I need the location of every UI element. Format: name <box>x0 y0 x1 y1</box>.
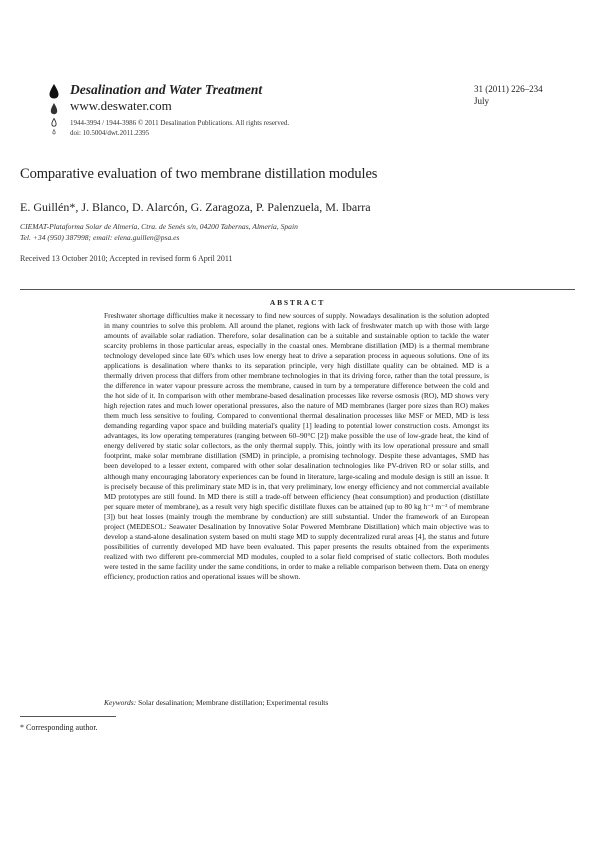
volume-pages: 31 (2011) 226–234 <box>474 84 543 94</box>
received-dates: Received 13 October 2010; Accepted in revised form 6 April 2011 <box>20 254 233 263</box>
keywords <box>104 698 489 707</box>
divider <box>20 289 575 290</box>
issue-month: July <box>474 96 490 106</box>
footnote-divider <box>20 716 116 717</box>
contact-info: Tel. +34 (950) 387998; email: elena.guillen@psa.es <box>20 233 180 242</box>
abstract-heading: ABSTRACT <box>269 298 326 307</box>
affiliation: CIEMAT-Plataforma Solar de Almería, Ctra. de Senés s/n, 04200 Tabernas, Almería, Spain <box>20 222 298 231</box>
abstract-text: Freshwater shortage difficulties make it necessary to find new sources of supply. Nowadays desalination is the solution adopted in many countries to solve this problem. All around the planet, regions with lack of freshwater match up with those with large amounts of available solar radiation. Therefore, solar desalination can be a suitable and sustainable option to tackle the water scarcity problems in those particular areas, especially in the coastal ones. Membrane distillation (MD) is a thermal membrane technology developed since late 60's which uses low energy heat to drive a separation process in aqueous solutions. One of its applications is desalination where thanks to its separation principle, very high distillate quality can be obtained. MD is a thermally driven process that differs from other membrane technologies in that its driving force, rather than the total pressure, is the difference in water vapour pressure across the membrane, caused in turn by a temperature difference between the cold and the hot side of it. In comparison with other membrane-based desalination processes like reverse osmosis (RO), MD shows very high rejection rates and much lower operational pressures, also the nature of MD membranes (larger pore sizes than RO) makes them much less sensitive to fouling. Compared to conventional thermal desalination processes like MSF or MED, MD is less demanding regarding vapor space and building material's quality [1] leading to potential lower construction costs. Amongst its advantages, its low operating temperatures (ranging between 60–90°C [2]) make possible the use of low-grade heat, the kind of energy delivered by static solar collectors, as the only thermal supply. This, jointly with its low operational pressure and small footprint, make solar membrane distillation (SMD) in principle, a promising technology. Despite these advantages, SMD has been developed to a lesser extent, compared with other solar desalination technologies like PV-driven RO or solar stills, and although many encouraging laboratory experiences can be found in literature, large-scaling and module design is still an issue. It is precisely because of this preliminary state MD is in, that very preliminary, low energy efficiency and not commercial available MD prototypes are still found. In MD there is still a trade-off between efficiency (heat consumption) and production (distillate per square meter of membrane), as a result very high specific distillate fluxes can be attained (up to 80 kg h⁻¹ m⁻² of membrane [3]) but heat losses (mainly trough the membrane by conduction) are still substantial. Under the framework of an European project (MEDESOL: Seawater Desalination by Innovative Solar Powered Membrane Distillation) which main objective was to develop a stand-alone desalination system based on multi stage MD to supply decentralized rural areas [4], the status and future possibilities of currently developed MD have been evaluated. This paper presents the results obtained from the experiments realized with two different pre-commercial MD modules, coupled to a solar field comprised of static collectors. Both modules were tested in the same facility under the same conditions, in order to make a reliable comparison between them. Data on energy efficiency, production ratios and operational issues will be shown. <box>104 311 489 581</box>
article-title: Comparative evaluation of two membrane distillation modules <box>20 166 378 182</box>
journal-logo-icon <box>48 84 60 136</box>
author-list: E. Guillén*, J. Blanco, D. Alarcón, G. Zaragoza, P. Palenzuela, M. Ibarra <box>20 200 371 214</box>
issn-copyright-line: 1944-3994 / 1944-3986 © 2011 Desalination Publications. All rights reserved. <box>70 119 290 127</box>
journal-title: Desalination and Water Treatment <box>70 82 263 97</box>
keywords-list: Solar desalination; Membrane distillation; Experimental results <box>138 698 329 707</box>
corresponding-author-footnote: * Corresponding author. <box>20 723 98 732</box>
doi-line: doi: 10.5004/dwt.2011.2395 <box>70 129 150 137</box>
journal-url[interactable]: www.deswater.com <box>70 98 172 113</box>
keywords-label: Keywords: <box>104 698 137 707</box>
